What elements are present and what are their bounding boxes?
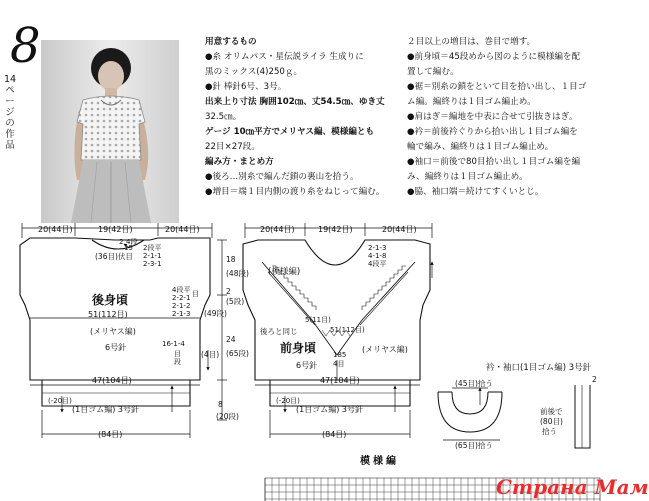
front-width-47: 47(104目) [320, 376, 360, 385]
method-line: ●衿＝前後衿ぐりから拾い出し１目ゴム編を [407, 127, 578, 137]
back-side-rows-3: 段 [174, 358, 181, 366]
dim-18: 18 [226, 255, 236, 264]
front-hem: (1目ゴム編) 3号針 [296, 405, 363, 414]
pattern-caption: 模様編 [360, 456, 399, 467]
front-center-label-2: 51(112目) [330, 326, 365, 334]
dim-20: (20段) [216, 412, 239, 421]
back-hem: (1目ゴム編) 3号針 [72, 405, 139, 414]
front-neck-rows-2: 4-1-8 [368, 252, 387, 260]
front-bottom: (84目) [322, 430, 347, 439]
method-line: ●脇、袖口端＝続けてすくいとじ。 [407, 187, 544, 197]
back-stitch: (メリヤス編) [90, 327, 136, 336]
materials-heading: 用意するもの [205, 37, 257, 47]
front-hem-left: (-20目) [276, 397, 300, 405]
method-line: ●裾＝別糸の鎖をといて目を拾い出し、１目ゴ [407, 82, 587, 92]
collar-labels [455, 362, 597, 450]
back-side-rows-1: 16-1-4 [162, 340, 185, 348]
back-needle: 6号針 [105, 343, 127, 352]
front-stitch: (メリヤス編) [362, 345, 408, 354]
method-line: ●増目＝端１目内側の渡り糸をねじって編む。 [205, 187, 385, 197]
back-neck-dec: 2-1-1 [143, 252, 162, 260]
back-top-mid: 19(42目) [98, 225, 133, 234]
materials-line: 黒のミックス(4)250ｇ。 [205, 67, 303, 77]
front-neck-rows: 2-1-3 [368, 244, 387, 252]
method-heading: 編み方・まとめ方 [205, 157, 274, 167]
center-dimension-labels [201, 255, 249, 421]
watermark-logo: Страна Мам [496, 475, 649, 499]
back-hem-left: (-20目) [48, 397, 72, 405]
back-shoulder-rows-1: 2-2-1 [172, 294, 191, 302]
front-labels [260, 225, 417, 439]
back-shoulder-label: 4段平 [172, 286, 191, 294]
collar-outer: (65目)拾う [455, 441, 493, 450]
method-line: ●後ろ…別糸で編んだ鎖の裏山を拾う。 [205, 172, 359, 182]
finished-size-line: 32.5㎝。 [205, 112, 242, 122]
back-side-rows-2: 目 [174, 350, 181, 358]
front-center-label-3: 185 [333, 351, 347, 359]
back-top-left: 20(44目) [38, 225, 73, 234]
collar-title: 衿・袖口(1目ゴム編) 3号針 [486, 363, 592, 373]
back-width-51: 51(112目) [88, 310, 128, 319]
gauge-line: 22目×27段。 [205, 142, 260, 152]
back-armhole-label: 目 [192, 290, 199, 298]
dim-18-rows: (48段) [226, 269, 249, 278]
front-top-left: 20(44目) [260, 225, 295, 234]
collar-cuff-diagram [438, 385, 590, 448]
dim-8: 8 [218, 400, 223, 409]
cuff-side-3: 拾う [542, 427, 557, 436]
method-line: ２目以上の増目は、巻目で増す。 [407, 37, 536, 47]
method-line: ●袖口＝前後で80目拾い出し１目ゴム編を編 [407, 157, 581, 167]
page-number: 8 [10, 18, 41, 74]
front-needle: 6号針 [296, 361, 318, 370]
method-line: ●前身頃＝45段めから図のように模様編を配 [407, 52, 581, 62]
method-line: み、編終りは１目ゴム編止め。 [407, 172, 528, 182]
back-shoulder-rows-2: 2-1-2 [172, 302, 191, 310]
front-pattern: (模様編) [268, 267, 301, 277]
front-top-right: 20(44目) [382, 225, 417, 234]
back-neck-dec-head: 2段平 [143, 244, 162, 252]
front-neck-label: 後ろと同じ [260, 327, 298, 336]
front-top-mid: 19(42目) [318, 225, 353, 234]
front-neck-plain: 4段平 [368, 260, 387, 268]
gauge-line: ゲージ 10㎝平方でメリヤス編、模様編とも [205, 127, 375, 137]
dim-5: (5段) [226, 297, 245, 306]
materials-line: ●糸 オリムパス・星伝説ライラ 生成りに [205, 52, 364, 62]
back-top-right: 20(44目) [165, 225, 200, 234]
back-shoulder-rows-3: 2-1-3 [172, 310, 191, 318]
method-line: 輪で編み、編終りは１目ゴム編止め。 [407, 142, 554, 152]
dim-65: (65段) [226, 349, 249, 358]
back-width-47: 47(104目) [92, 376, 132, 385]
method-line: ム編。編終りは１目ゴム編止め。 [407, 97, 536, 107]
finished-size-line: 出来上り寸法 胸囲102㎝、丈54.5㎝、ゆき丈 [205, 97, 385, 107]
center-dimension-lines [217, 240, 227, 420]
cuff-side: 前後で [540, 407, 563, 416]
back-neck-dec-2: 2-3-1 [143, 260, 162, 268]
page-reference: 14ページの作品 [4, 74, 17, 151]
method-line: ●肩はぎ＝編地を中表に合せて引抜きはぎ。 [407, 112, 578, 122]
collar-inner: (45目)拾う [455, 379, 493, 388]
front-title: 前身頃 [280, 341, 317, 355]
back-neck-rows: 4段 [126, 238, 138, 246]
materials-line: ●針 棒針6号、3号。 [205, 82, 287, 92]
dim-4: (4目) [201, 350, 220, 359]
dim-2: 2 [226, 287, 231, 296]
back-neck-cast: (36目)伏目 [95, 252, 133, 261]
front-center-label-4: 4目 [333, 360, 345, 368]
back-title: 後身頃 [92, 293, 129, 307]
dim-49: (49段) [204, 309, 227, 318]
dim-24: 24 [226, 335, 236, 344]
back-bottom: (84目) [98, 430, 123, 439]
back-neck-15: 15 [124, 244, 133, 252]
cuff-side-2: (80目) [540, 417, 563, 426]
back-neck-depth: 2 [119, 238, 124, 246]
method-line: 置して編む。 [407, 67, 459, 77]
front-center-label: 5(11目) [305, 316, 331, 324]
cuff-side-top: 2 [592, 375, 597, 384]
